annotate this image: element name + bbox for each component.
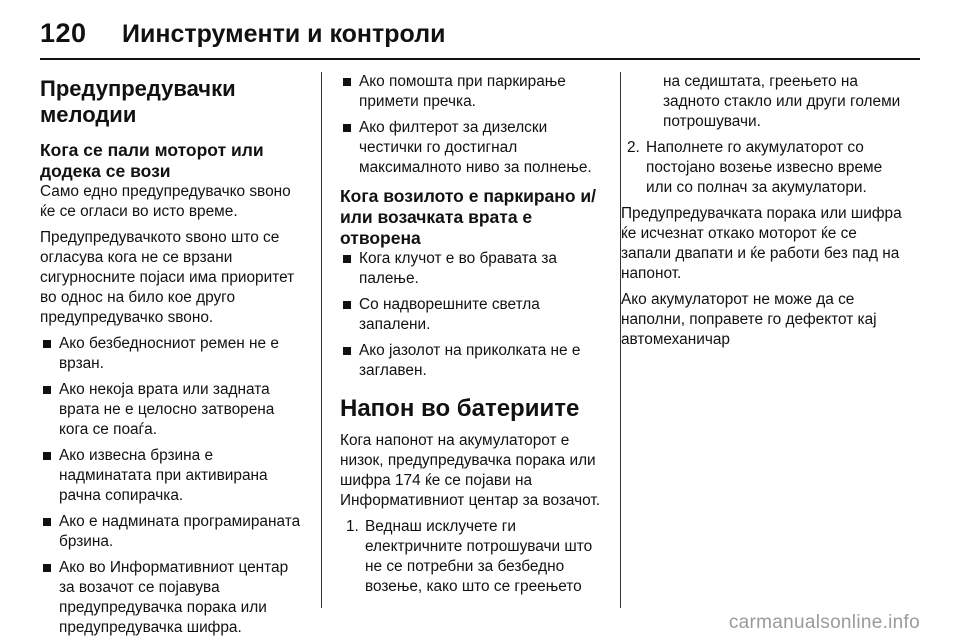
- bullet-square-icon: [43, 518, 51, 526]
- column-left: [40, 72, 306, 644]
- bullet-square-icon: [43, 386, 51, 394]
- list-item: 1. Веднаш исклучете ги електричните потрошувачи што не се потребни за безбедно возење, како што се греењето: [346, 518, 593, 595]
- bullet-square-icon: [343, 255, 351, 263]
- list-item: Ако извесна брзина е надминатата при активирана рачна сопирачка.: [40, 446, 306, 506]
- subsection-title-driving: Кога се пали моторот или додека се вози: [40, 140, 264, 181]
- bullet-list: [40, 334, 306, 638]
- bullet-square-icon: [343, 78, 351, 86]
- paragraph: Само едно предупредувачко sвоно ќе се огласи во исто време.: [40, 183, 291, 220]
- page-number: 120: [40, 18, 87, 48]
- bullet-square-icon: [43, 452, 51, 460]
- paragraph: Ако акумулаторот не може да се наполни, поправете го дефектот кај автомеханичар: [621, 291, 877, 348]
- paragraph-continued: на седиштата, греењето на задното стакло или други големи потрошувачи.: [663, 73, 901, 130]
- list-item: Со надворешните светла запалени.: [340, 295, 606, 335]
- column-right: [621, 72, 911, 356]
- list-item: 2. Наполнете го акумулаторот со постојано возење извесно време или со полнач за акумулатори.: [627, 139, 883, 196]
- list-item: Ако јазолот на приколката не е заглавен.: [340, 341, 606, 381]
- header-divider: [40, 58, 920, 60]
- column-middle: [340, 72, 606, 603]
- list-item: Ако во Информативниот центар за возачот се појавува предупредувачка порака или предупредувачка шифра.: [40, 558, 306, 638]
- watermark-text: carmanualsonline.info: [728, 612, 920, 633]
- bullet-square-icon: [343, 301, 351, 309]
- list-item: Ако некоја врата или задната врата не е целосно затворена кога се поаѓа.: [40, 380, 306, 440]
- numbered-list: [621, 138, 911, 198]
- bullet-square-icon: [43, 564, 51, 572]
- bullet-square-icon: [43, 340, 51, 348]
- list-item: Ако филтерот за дизелски честички го достигнал максималното ниво за полнење.: [340, 118, 606, 178]
- subsection-title-parked: Кога возилото е паркирано и/или возачката врата е отворена: [340, 186, 596, 248]
- chapter-title: Иинструменти и контроли: [122, 20, 446, 48]
- paragraph: Предупредувачкото sвоно што се огласува кога не се врзани сигурносните појаси има приоритет во однос на било кое друго предупредувачко sвоно.: [40, 229, 295, 326]
- list-item: Ако помошта при паркирање примети пречка.: [340, 72, 606, 112]
- section-title-battery-voltage: Напон во батериите: [340, 395, 580, 422]
- bullet-list: [340, 72, 606, 178]
- bullet-square-icon: [343, 347, 351, 355]
- list-item: Ако безбедносниот ремен не е врзан.: [40, 334, 306, 374]
- paragraph: Кога напонот на акумулаторот е низок, предупредувачка порака или шифра 174 ќе се појави на Информативниот центар за возачот.: [340, 432, 601, 509]
- column-divider: [321, 72, 322, 608]
- numbered-list: [340, 517, 606, 597]
- page-header: [40, 14, 920, 54]
- list-item: Ако е надмината програмираната брзина.: [40, 512, 306, 552]
- section-title-warning-chimes: Предупредувачки мелодии: [40, 76, 236, 127]
- list-item: Кога клучот е во бравата за палење.: [340, 249, 606, 289]
- paragraph: Предупредувачката порака или шифра ќе исчезнат откако моторот ќе се запали двапати и ќе работи без пад на напонот.: [621, 205, 902, 282]
- bullet-list: [340, 249, 606, 381]
- bullet-square-icon: [343, 124, 351, 132]
